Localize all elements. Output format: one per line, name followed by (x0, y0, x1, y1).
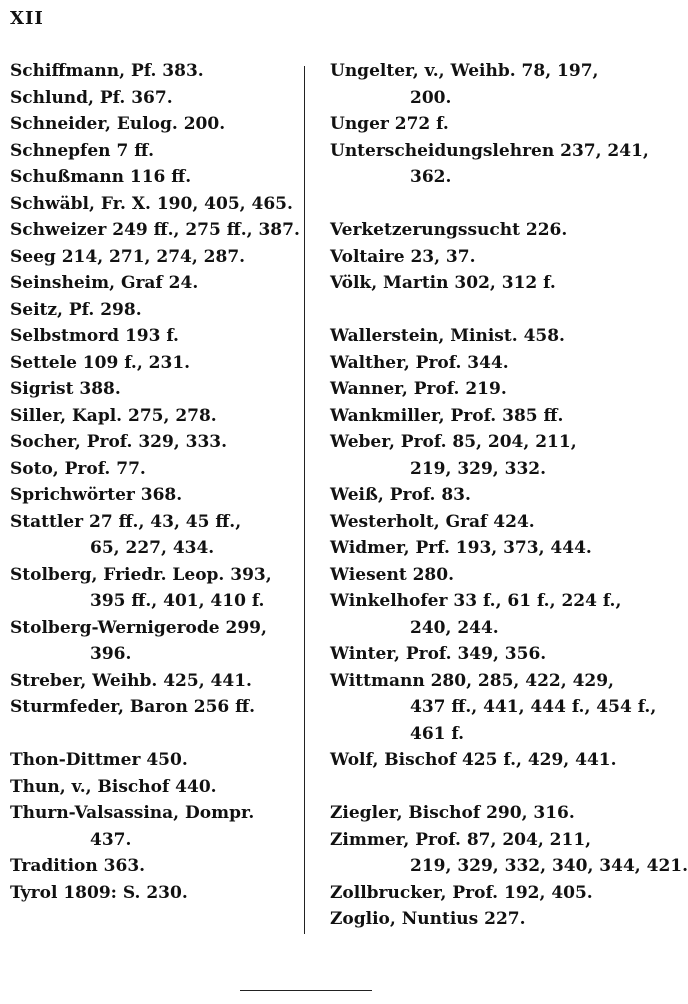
index-entry (330, 588, 622, 641)
index-entry (330, 562, 605, 589)
index-column-left (10, 58, 300, 906)
index-entry-line: Unterscheidungslehren 237, 241, (330, 140, 649, 161)
index-entry (10, 85, 300, 112)
index-entry-line: Wittmann 280, 285, 422, 429, (330, 670, 614, 691)
index-entry-line: Sprichwörter 368. (10, 485, 183, 505)
index-entry (10, 403, 300, 430)
index-entry-line: Wanner, Prof. 219. (330, 379, 507, 399)
index-entry (10, 429, 300, 456)
index-entry (330, 827, 688, 880)
index-entry (330, 350, 605, 377)
index-entry-line: Socher, Prof. 329, 333. (10, 432, 228, 452)
index-entry (330, 800, 605, 827)
index-entry-continuation: 200. (410, 87, 452, 108)
index-entry (10, 747, 300, 774)
index-entry-line: Schneider, Eulog. 200. (10, 114, 226, 134)
index-entry (330, 323, 605, 350)
index-entry (330, 482, 605, 509)
index-entry (10, 509, 300, 562)
page-number: XII (10, 8, 44, 29)
index-entry (10, 138, 300, 165)
index-entry (10, 694, 300, 721)
index-entry (330, 747, 617, 774)
index-entry-line: Wiesent 280. (330, 564, 454, 585)
index-entry (330, 535, 605, 562)
index-entry (10, 615, 300, 668)
section-gap (10, 721, 300, 748)
index-entry (330, 138, 649, 191)
index-entry (10, 191, 300, 218)
index-entry-continuation: 461 f. (410, 723, 465, 744)
index-entry (330, 376, 605, 403)
index-entry-line: Schnepfen 7 ff. (10, 140, 155, 161)
index-entry-line: Wolf, Bischof 425 f., 429, 441. (330, 750, 617, 770)
index-entry-line: Settele 109 f., 231. (10, 352, 191, 373)
section-gap (330, 774, 605, 801)
index-entry-line: Winter, Prof. 349, 356. (330, 644, 547, 664)
index-entry (10, 668, 300, 695)
index-entry (330, 244, 605, 271)
index-entry-line: Schußmann 116 ff. (10, 167, 192, 187)
index-entry-line: Thon-Dittmer 450. (10, 750, 188, 770)
index-entry-line: Schiffmann, Pf. 383. (10, 61, 204, 81)
index-entry (330, 668, 657, 748)
index-entry-line: Zollbrucker, Prof. 192, 405. (330, 882, 593, 903)
index-entry-line: Ziegler, Bischof 290, 316. (330, 803, 575, 823)
index-entry-continuation: 65, 227, 434. (90, 538, 215, 558)
index-entry-line: Westerholt, Graf 424. (330, 511, 535, 532)
index-entry-line: Weber, Prof. 85, 204, 211, (330, 432, 577, 452)
index-entry (10, 350, 300, 377)
index-entry (10, 800, 300, 853)
index-entry-line: Stolberg-Wernigerode 299, (10, 617, 267, 638)
index-entry (10, 244, 300, 271)
index-entry-line: Seinsheim, Graf 24. (10, 273, 199, 293)
index-entry-line: Unger 272 f. (330, 114, 449, 134)
index-entry-line: Seeg 214, 271, 274, 287. (10, 246, 246, 267)
index-entry-line: Siller, Kapl. 275, 278. (10, 405, 217, 426)
index-entry (330, 641, 605, 668)
index-entry (10, 482, 300, 509)
index-entry (10, 853, 300, 880)
index-entry-line: Streber, Weihb. 425, 441. (10, 670, 252, 691)
index-column-right (330, 58, 688, 933)
index-entry (10, 164, 300, 191)
index-entry (330, 880, 605, 907)
index-entry-line: Ungelter, v., Weihb. 78, 197, (330, 61, 599, 81)
index-entry (10, 270, 300, 297)
index-entry (10, 58, 300, 85)
index-entry (330, 429, 605, 482)
index-entry-continuation: 396. (90, 644, 132, 664)
index-entry (10, 297, 300, 324)
index-entry (330, 906, 605, 933)
index-entry (330, 270, 605, 297)
index-entry (10, 323, 300, 350)
index-entry-line: Schweizer 249 ff., 275 ff., 387. (10, 220, 300, 240)
index-entry-continuation: 437. (90, 829, 132, 850)
section-gap (330, 191, 605, 218)
index-entry-line: Sigrist 388. (10, 379, 121, 399)
index-entry-line: Sturmfeder, Baron 256 ff. (10, 697, 256, 717)
index-entry-line: Schlund, Pf. 367. (10, 87, 173, 108)
bottom-rule (240, 990, 372, 991)
index-entry-line: Wankmiller, Prof. 385 ff. (330, 405, 564, 426)
section-gap (330, 297, 605, 324)
index-entry (10, 456, 300, 483)
index-entry-line: Stolberg, Friedr. Leop. 393, (10, 564, 272, 585)
index-entry-line: Stattler 27 ff., 43, 45 ff., (10, 511, 242, 532)
index-entry (10, 774, 300, 801)
index-entry-line: Widmer, Prf. 193, 373, 444. (330, 538, 592, 558)
index-entry-line: Verketzerungssucht 226. (330, 220, 568, 240)
index-entry-continuation: 219, 329, 332, 340, 344, 421. (410, 856, 688, 876)
index-entry-line: Seitz, Pf. 298. (10, 299, 142, 320)
index-entry-line: Tyrol 1809: S. 230. (10, 882, 188, 903)
index-entry (330, 509, 605, 536)
index-entry (10, 562, 300, 615)
index-entry-continuation: 240, 244. (410, 617, 499, 638)
index-entry-line: Thun, v., Bischof 440. (10, 776, 217, 797)
index-entry (330, 403, 605, 430)
index-entry (10, 217, 300, 244)
index-entry-line: Tradition 363. (10, 856, 146, 876)
index-entry-line: Soto, Prof. 77. (10, 458, 146, 479)
index-entry (10, 376, 300, 403)
index-entry-continuation: 395 ff., 401, 410 f. (90, 591, 265, 611)
index-entry-continuation: 219, 329, 332. (410, 458, 547, 479)
index-entry-line: Winkelhofer 33 f., 61 f., 224 f., (330, 591, 622, 611)
index-entry-line: Walther, Prof. 344. (330, 352, 509, 373)
index-entry-line: Zimmer, Prof. 87, 204, 211, (330, 829, 592, 850)
index-entry-continuation: 362. (410, 167, 452, 187)
index-entry (330, 58, 605, 111)
index-entry-line: Weiß, Prof. 83. (330, 485, 471, 505)
index-entry-line: Zoglio, Nuntius 227. (330, 909, 526, 929)
index-entry (330, 217, 605, 244)
index-entry (10, 880, 300, 907)
index-entry-line: Völk, Martin 302, 312 f. (330, 273, 556, 293)
index-entry-line: Wallerstein, Minist. 458. (330, 326, 565, 346)
index-entry-continuation: 437 ff., 441, 444 f., 454 f., (410, 697, 657, 717)
index-entry (10, 111, 300, 138)
index-entry-line: Selbstmord 193 f. (10, 326, 179, 346)
index-entry (330, 111, 605, 138)
index-entry-line: Thurn-Valsassina, Dompr. (10, 803, 255, 823)
index-entry-line: Schwäbl, Fr. X. 190, 405, 465. (10, 193, 293, 214)
column-divider (304, 66, 305, 934)
index-entry-line: Voltaire 23, 37. (330, 246, 476, 267)
